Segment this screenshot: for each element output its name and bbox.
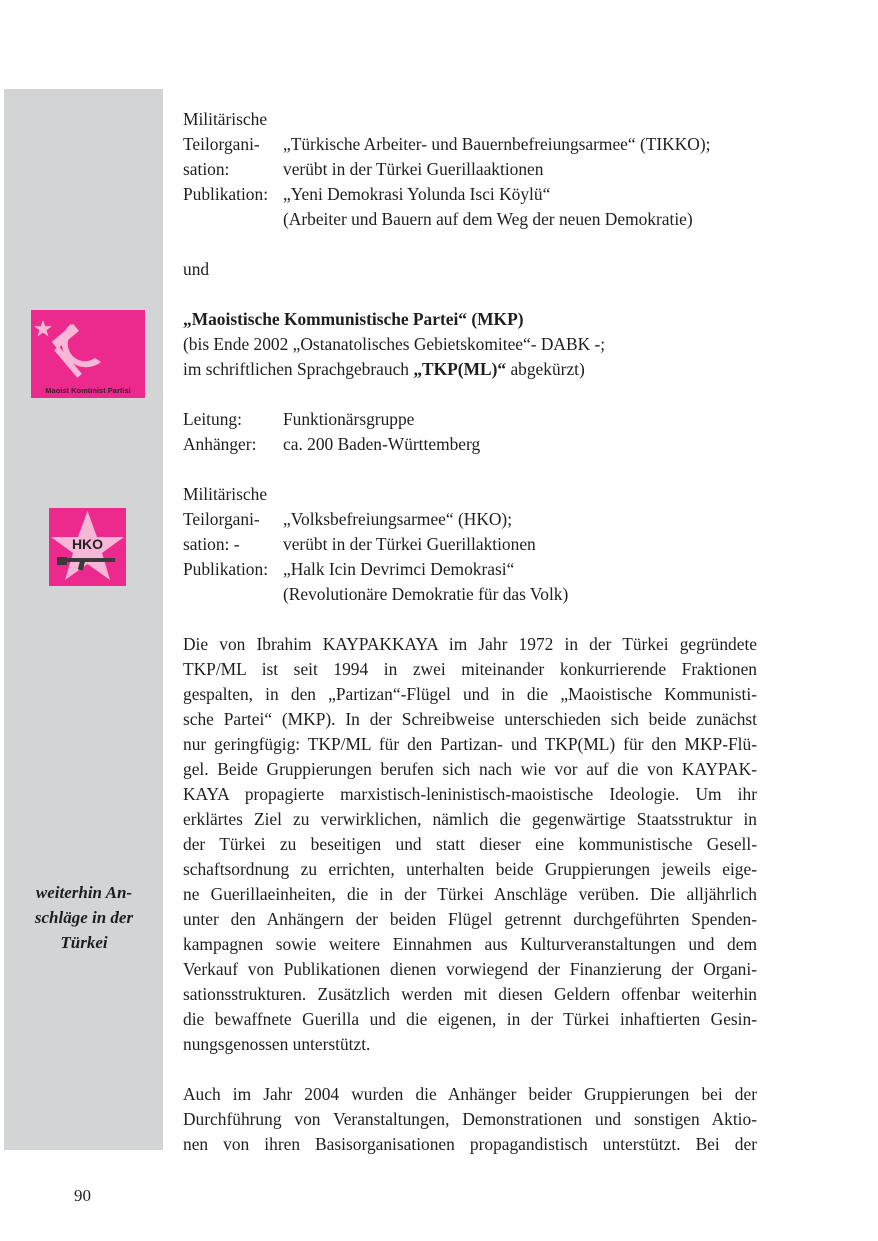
mkp-leitung-label: Leitung: xyxy=(183,409,242,429)
paragraph-line: schaftsordnung zu errichten, unterhalten beide Gruppierungen jeweils eige- xyxy=(183,859,757,879)
margin-sidebar xyxy=(4,89,163,1150)
margin-note-line: weiterhin An- xyxy=(35,883,133,902)
margin-note xyxy=(20,880,148,955)
paragraph-line: gespalten, in den „Partizan“-Flügel und in die „Maoistische Kommunisti- xyxy=(183,684,757,704)
mkp-logo-caption: Maoist Komünist Partisi xyxy=(45,386,131,395)
paragraph-line: der Türkei zu beseitigen und statt dieser eine kommunistische Gesell- xyxy=(183,834,757,854)
mkp-pub-value-line2: (Revolutionäre Demokratie für das Volk) xyxy=(283,584,569,604)
tikko-mil-value-line2: verübt in der Türkei Guerillaaktionen xyxy=(283,159,544,179)
tikko-mil-label-line2: Teilorgani- xyxy=(183,134,260,154)
paragraph-line: KAYA propagierte marxistisch-leninistisch-maoistische Ideologie. Um ihr xyxy=(183,784,757,804)
paragraph-line: nungsgenossen unterstützt. xyxy=(183,1034,371,1054)
hko-logo xyxy=(49,508,126,586)
tikko-mil-label-line1: Militärische xyxy=(183,109,268,129)
mkp-abbrev-pre: im schriftlichen Sprachgebrauch xyxy=(183,359,414,379)
paragraph-line: nur geringfügig: TKP/ML für den Partizan- und TKP(ML) für den MKP-Flü- xyxy=(183,734,757,754)
mkp-mil-label-line3: sation: - xyxy=(183,534,240,554)
paragraph-line: ne Guerillaeinheiten, die in der Türkei Anschläge verüben. Die alljährlich xyxy=(183,884,757,904)
tikko-mil-value-line1: „Türkische Arbeiter- und Bauernbefreiungsarmee“ (TIKKO); xyxy=(283,134,711,154)
mkp-title: „Maoistische Kommunistische Partei“ (MKP) xyxy=(183,309,524,329)
mkp-pub-row1 xyxy=(183,557,757,582)
paragraph-line: Verkauf von Publikationen dienen vorwiegend der Finanzierung der Organi- xyxy=(183,959,757,979)
paragraph-line: sationsstrukturen. Zusätzlich werden mit diesen Geldern offenbar weiterhin xyxy=(183,984,757,1004)
body-paragraph-1 xyxy=(183,632,757,1057)
mkp-abbrev-bold: „TKP(ML)“ xyxy=(413,359,507,379)
mkp-anhaenger-value: ca. 200 Baden-Württemberg xyxy=(283,434,481,454)
mkp-mil-row2 xyxy=(183,532,757,557)
tikko-mil-row1 xyxy=(183,132,757,157)
mkp-pub-label: Publikation: xyxy=(183,559,269,579)
page-number: 90 xyxy=(74,1186,91,1205)
tikko-mil-label-line3: sation: xyxy=(183,159,230,179)
paragraph-line: die bewaffnete Guerilla und die eigenen, in der Türkei inhaftierten Gesin- xyxy=(183,1009,757,1029)
mkp-mil-label-line2: Teilorgani- xyxy=(183,509,260,529)
paragraph-line: unter den Anhängern der beiden Flügel getrennt durchgeführten Spenden- xyxy=(183,909,757,929)
tikko-pub-row1 xyxy=(183,182,757,207)
mkp-former-name: (bis Ende 2002 „Ostanatolisches Gebietskomitee“- DABK -; xyxy=(183,334,606,354)
hko-logo-caption: HKO xyxy=(71,536,104,552)
paragraph-line: gel. Beide Gruppierungen berufen sich nach wie vor auf die von KAYPAK- xyxy=(183,759,757,779)
mkp-logo xyxy=(31,310,145,398)
paragraph-line: Die von Ibrahim KAYPAKKAYA im Jahr 1972 in der Türkei gegründete xyxy=(183,634,757,654)
hammer-sickle-icon xyxy=(31,310,145,398)
mkp-mil-row1 xyxy=(183,507,757,532)
mkp-pub-value-line1: „Halk Icin Devrimci Demokrasi“ xyxy=(283,559,515,579)
paragraph-line: nen von ihren Basisorganisationen propagandistisch unterstützt. Bei der xyxy=(183,1134,757,1154)
mkp-leitung-row xyxy=(183,407,757,432)
mkp-mil-value-line1: „Volksbefreiungsarmee“ (HKO); xyxy=(283,509,513,529)
paragraph-line: TKP/ML ist seit 1994 in zwei miteinander konkurrierende Fraktionen xyxy=(183,659,757,679)
paragraph-line: Durchführung von Veranstaltungen, Demonstrationen und sonstigen Aktio- xyxy=(183,1109,757,1129)
mkp-pub-row2 xyxy=(183,582,757,607)
paragraph-line: kampagnen sowie weitere Einnahmen aus Kulturveranstaltungen und dem xyxy=(183,934,757,954)
mkp-mil-label-line1: Militärische xyxy=(183,484,268,504)
tikko-pub-row2 xyxy=(183,207,757,232)
margin-note-line: schläge in der xyxy=(34,908,134,927)
mkp-leitung-value: Funktionärsgruppe xyxy=(283,409,415,429)
mkp-mil-value-line2: verübt in der Türkei Guerillaktionen xyxy=(283,534,536,554)
tikko-pub-value-line2: (Arbeiter und Bauern auf dem Weg der neuen Demokratie) xyxy=(283,209,693,229)
tikko-pub-label: Publikation: xyxy=(183,184,269,204)
paragraph-line: erklärtes Ziel zu verwirklichen, nämlich die gegenwärtige Staatsstruktur in xyxy=(183,809,757,829)
mkp-anhaenger-row xyxy=(183,432,757,457)
tikko-pub-value-line1: „Yeni Demokrasi Yolunda Isci Köylü“ xyxy=(283,184,551,204)
mkp-abbrev-post: abgekürzt) xyxy=(506,359,585,379)
und-line: und xyxy=(183,259,210,279)
margin-note-line: Türkei xyxy=(60,933,108,952)
paragraph-line: Auch im Jahr 2004 wurden die Anhänger beider Gruppierungen bei der xyxy=(183,1084,757,1104)
body-paragraph-2 xyxy=(183,1082,757,1157)
mkp-abbreviation-line xyxy=(183,357,757,382)
mkp-anhaenger-label: Anhänger: xyxy=(183,434,257,454)
tikko-mil-row2 xyxy=(183,157,757,182)
main-content xyxy=(183,107,757,1157)
paragraph-line: sche Partei“ (MKP). In der Schreibweise unterschieden sich beide zunächst xyxy=(183,709,757,729)
